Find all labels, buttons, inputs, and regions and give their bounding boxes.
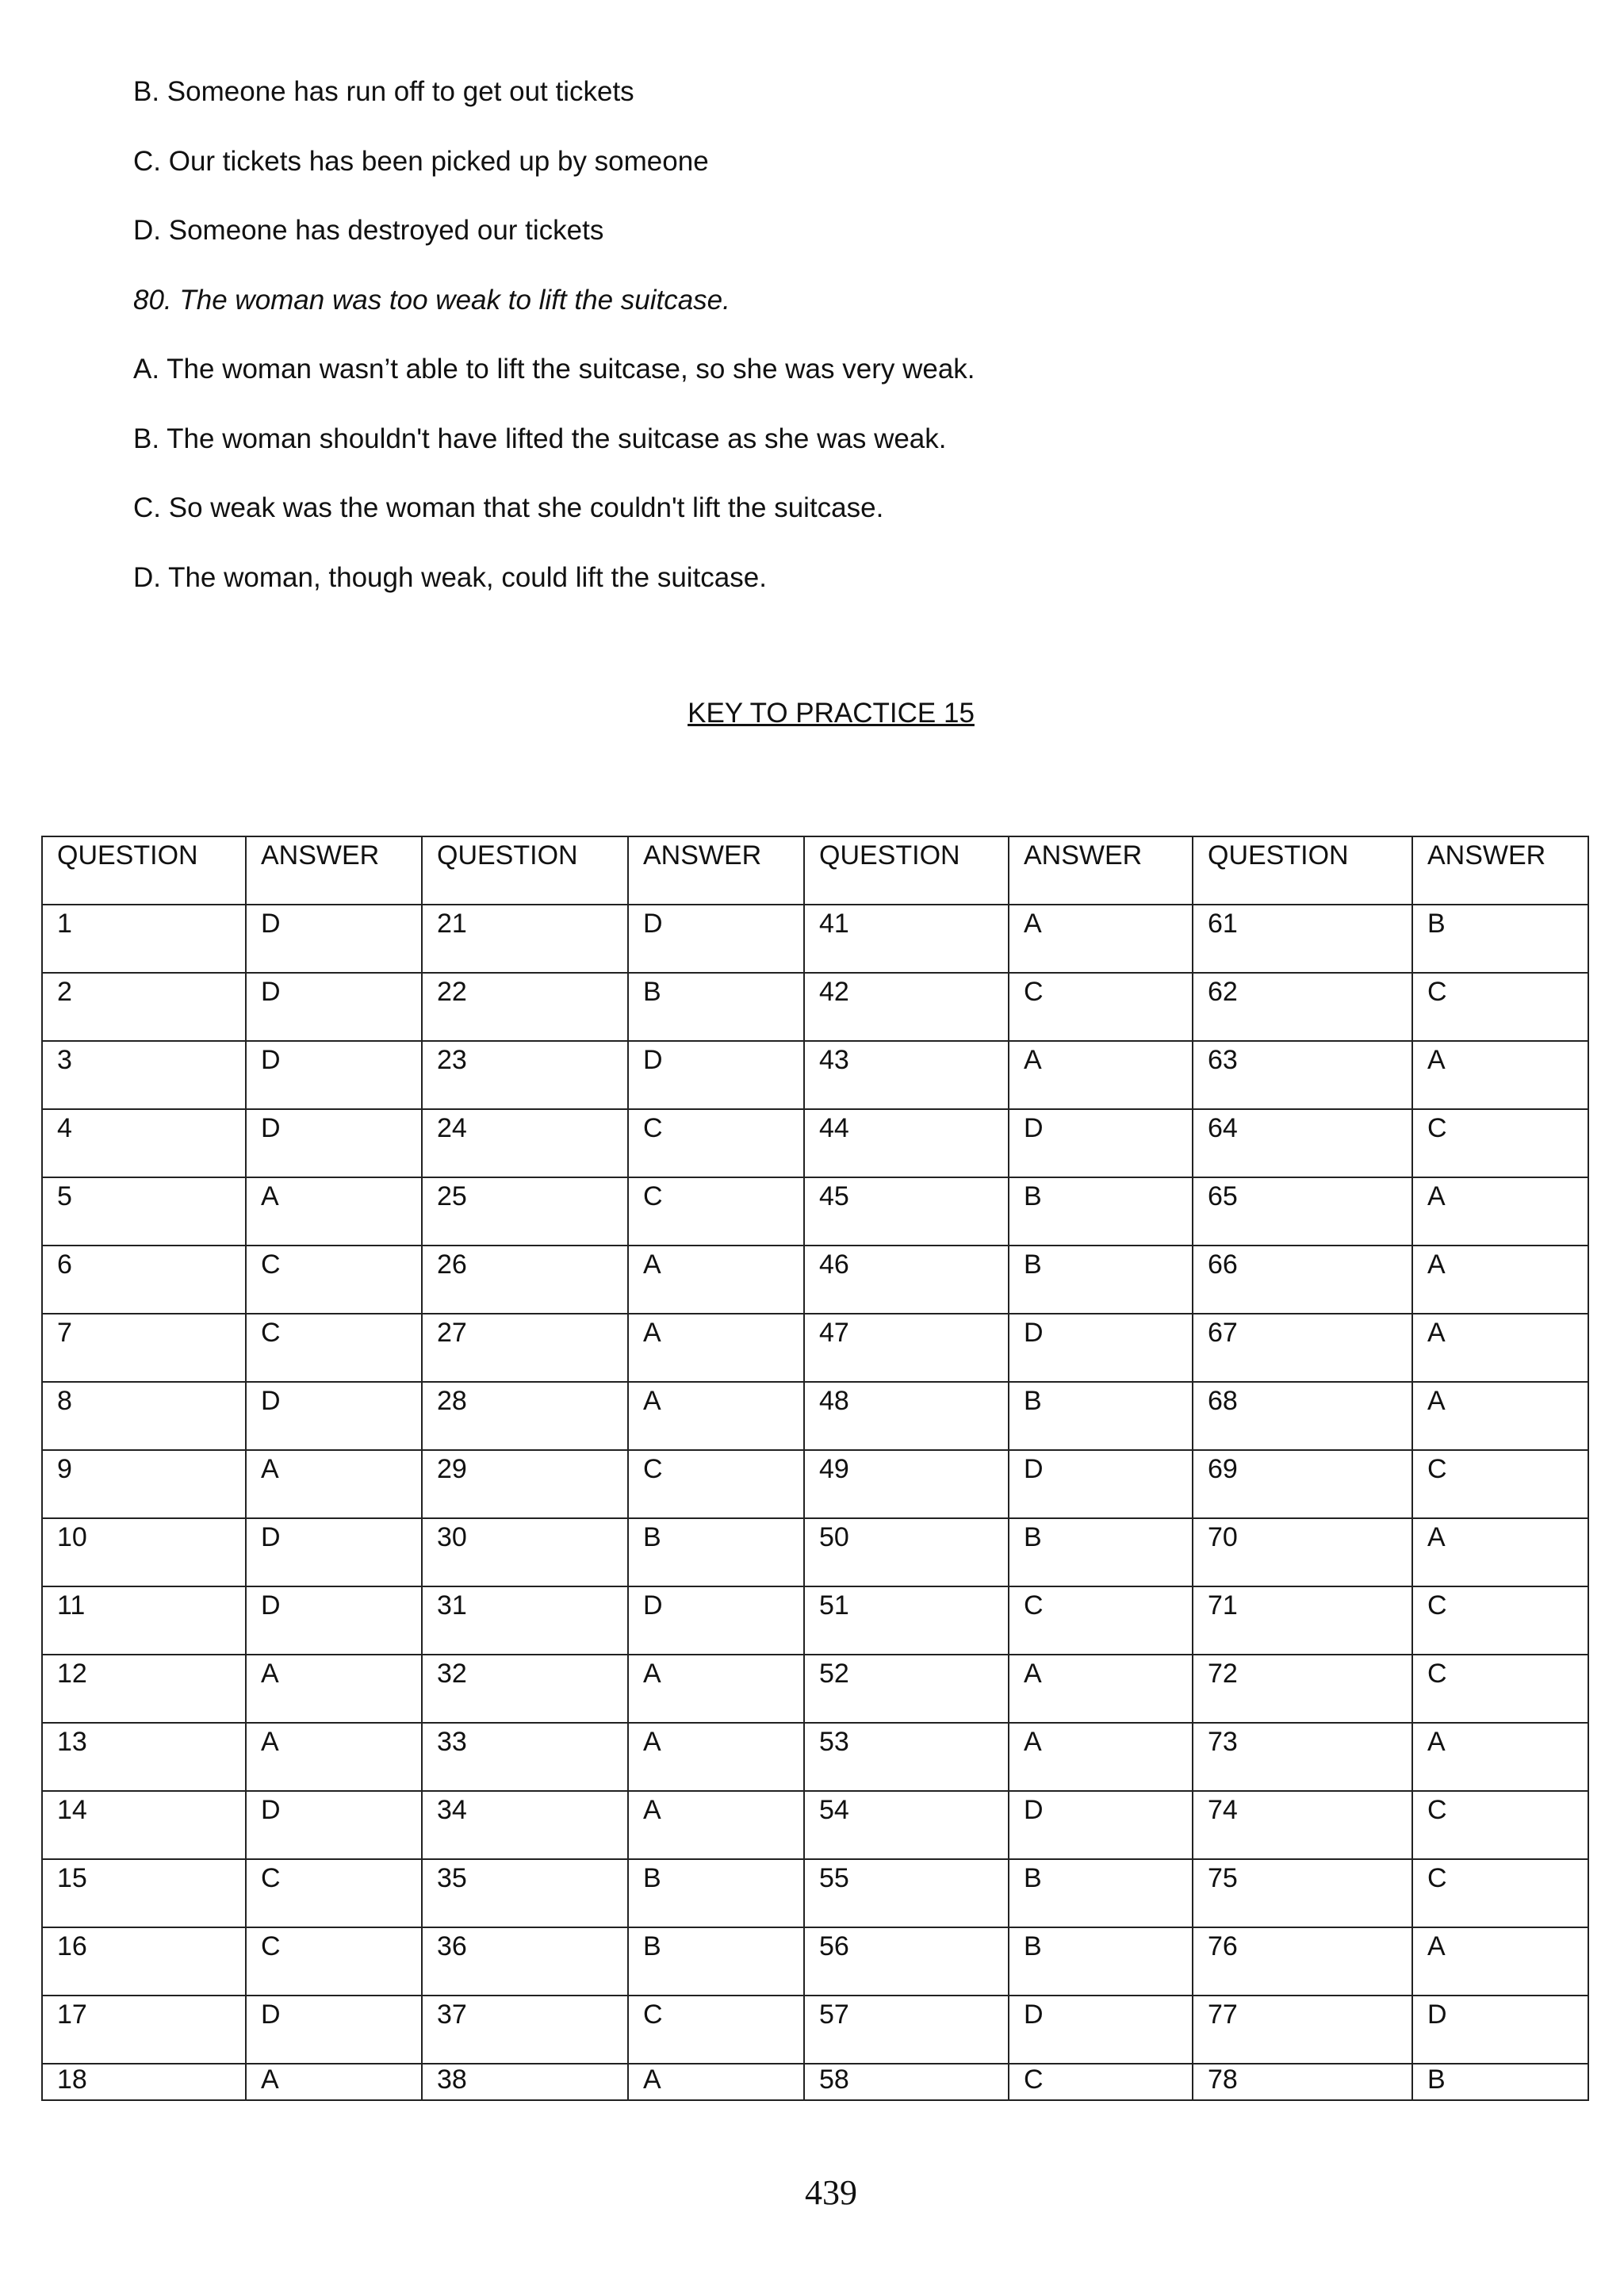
answer-cell: A: [246, 1723, 422, 1791]
answer-cell: A: [246, 1177, 422, 1246]
answer-cell: A: [1412, 1246, 1588, 1314]
table-row: [42, 1791, 1588, 1859]
answer-cell: C: [1412, 1655, 1588, 1723]
answer-cell: A: [628, 1246, 804, 1314]
answer-cell: D: [1009, 1109, 1193, 1177]
table-row: [42, 905, 1588, 973]
answer-cell: D: [1009, 1314, 1193, 1382]
answer-cell: C: [246, 1246, 422, 1314]
question-number-cell: 11: [42, 1586, 246, 1655]
header-cell: QUESTION: [422, 836, 628, 905]
question-number-cell: 62: [1193, 973, 1412, 1041]
option-line: A. The woman wasn’t able to lift the suitcase, so she was very weak.: [133, 354, 975, 385]
question-number-cell: 71: [1193, 1586, 1412, 1655]
question-number-cell: 56: [804, 1927, 1009, 1996]
table-row: [42, 1314, 1588, 1382]
answer-cell: C: [246, 1314, 422, 1382]
answer-cell: D: [246, 1382, 422, 1450]
answer-cell: D: [628, 1586, 804, 1655]
answer-cell: A: [246, 1655, 422, 1723]
question-number-cell: 34: [422, 1791, 628, 1859]
question-number-cell: 52: [804, 1655, 1009, 1723]
question-number-cell: 14: [42, 1791, 246, 1859]
answer-cell: A: [628, 1314, 804, 1382]
key-title: KEY TO PRACTICE 15: [688, 698, 975, 729]
question-number-cell: 45: [804, 1177, 1009, 1246]
question-number-cell: 4: [42, 1109, 246, 1177]
answer-key-table: [41, 836, 1589, 2101]
answer-cell: A: [628, 1791, 804, 1859]
table-row: [42, 1996, 1588, 2064]
answer-cell: C: [1412, 1109, 1588, 1177]
question-number-cell: 15: [42, 1859, 246, 1927]
question-number-cell: 13: [42, 1723, 246, 1791]
question-number-cell: 58: [804, 2064, 1009, 2100]
header-cell: ANSWER: [628, 836, 804, 905]
answer-cell: D: [246, 973, 422, 1041]
answer-cell: A: [1412, 1723, 1588, 1791]
table-row: [42, 1041, 1588, 1109]
answer-cell: B: [1009, 1927, 1193, 1996]
answer-cell: A: [628, 2064, 804, 2100]
question-number-cell: 47: [804, 1314, 1009, 1382]
question-number-cell: 48: [804, 1382, 1009, 1450]
question-number-cell: 74: [1193, 1791, 1412, 1859]
answer-cell: B: [628, 1927, 804, 1996]
answer-cell: A: [1412, 1177, 1588, 1246]
answer-cell: B: [1009, 1246, 1193, 1314]
question-number-cell: 64: [1193, 1109, 1412, 1177]
question-number-cell: 76: [1193, 1927, 1412, 1996]
table-row: [42, 973, 1588, 1041]
question-number-cell: 12: [42, 1655, 246, 1723]
answer-cell: D: [246, 1791, 422, 1859]
answer-cell: C: [1009, 973, 1193, 1041]
question-number-cell: 55: [804, 1859, 1009, 1927]
option-line: C. Our tickets has been picked up by someone: [133, 146, 709, 177]
answer-cell: A: [1009, 1041, 1193, 1109]
question-number-cell: 44: [804, 1109, 1009, 1177]
question-number-cell: 26: [422, 1246, 628, 1314]
answer-cell: A: [1412, 1382, 1588, 1450]
question-number-cell: 24: [422, 1109, 628, 1177]
table-row: [42, 1450, 1588, 1518]
answer-cell: A: [628, 1382, 804, 1450]
header-cell: ANSWER: [1009, 836, 1193, 905]
answer-cell: B: [628, 1518, 804, 1586]
table-row: [42, 1177, 1588, 1246]
table-row: [42, 1655, 1588, 1723]
table-body: [42, 905, 1588, 2100]
question-number-cell: 42: [804, 973, 1009, 1041]
question-number-cell: 5: [42, 1177, 246, 1246]
answer-cell: C: [628, 1177, 804, 1246]
answer-cell: A: [1009, 1723, 1193, 1791]
option-line: D. Someone has destroyed our tickets: [133, 215, 604, 246]
question-number-cell: 57: [804, 1996, 1009, 2064]
question-number-cell: 31: [422, 1586, 628, 1655]
table-row: [42, 1109, 1588, 1177]
answer-cell: B: [1009, 1859, 1193, 1927]
answer-cell: B: [1009, 1518, 1193, 1586]
answer-cell: D: [246, 905, 422, 973]
question-number-cell: 43: [804, 1041, 1009, 1109]
question-number-cell: 75: [1193, 1859, 1412, 1927]
question-number-cell: 21: [422, 905, 628, 973]
header-row: [42, 836, 1588, 905]
answer-cell: B: [1412, 905, 1588, 973]
table-row: [42, 1518, 1588, 1586]
question-number-cell: 73: [1193, 1723, 1412, 1791]
answer-cell: B: [628, 973, 804, 1041]
option-line: C. So weak was the woman that she couldn't lift the suitcase.: [133, 492, 884, 523]
answer-cell: C: [246, 1927, 422, 1996]
answer-cell: C: [1412, 1859, 1588, 1927]
table-row: [42, 2064, 1588, 2100]
answer-cell: A: [1009, 1655, 1193, 1723]
question-number-cell: 66: [1193, 1246, 1412, 1314]
question-number-cell: 32: [422, 1655, 628, 1723]
answer-cell: C: [1412, 1450, 1588, 1518]
question-number-cell: 35: [422, 1859, 628, 1927]
option-line: B. Someone has run off to get out tickets: [133, 76, 634, 107]
answer-cell: B: [1412, 2064, 1588, 2100]
answer-cell: C: [1412, 973, 1588, 1041]
answer-cell: C: [628, 1996, 804, 2064]
answer-cell: D: [1009, 1450, 1193, 1518]
question-number-cell: 68: [1193, 1382, 1412, 1450]
question-number-cell: 37: [422, 1996, 628, 2064]
question-number-cell: 49: [804, 1450, 1009, 1518]
answer-cell: A: [1412, 1518, 1588, 1586]
answer-cell: D: [628, 1041, 804, 1109]
question-number-cell: 22: [422, 973, 628, 1041]
question-number-cell: 16: [42, 1927, 246, 1996]
question-number-cell: 2: [42, 973, 246, 1041]
answer-cell: C: [1412, 1586, 1588, 1655]
answer-cell: A: [1412, 1314, 1588, 1382]
question-number-cell: 17: [42, 1996, 246, 2064]
option-line: B. The woman shouldn't have lifted the suitcase as she was weak.: [133, 423, 947, 454]
answer-cell: A: [628, 1655, 804, 1723]
answer-cell: C: [1009, 1586, 1193, 1655]
header-cell: ANSWER: [1412, 836, 1588, 905]
answer-cell: A: [246, 2064, 422, 2100]
question-number-cell: 46: [804, 1246, 1009, 1314]
question-number-cell: 29: [422, 1450, 628, 1518]
question-number-cell: 53: [804, 1723, 1009, 1791]
header-cell: ANSWER: [246, 836, 422, 905]
question-number-cell: 54: [804, 1791, 1009, 1859]
page-number: 439: [805, 2173, 857, 2212]
question-number-cell: 1: [42, 905, 246, 973]
answer-cell: B: [628, 1859, 804, 1927]
question-number-cell: 67: [1193, 1314, 1412, 1382]
question-number-cell: 72: [1193, 1655, 1412, 1723]
table-row: [42, 1927, 1588, 1996]
answer-cell: D: [246, 1586, 422, 1655]
question-number-cell: 9: [42, 1450, 246, 1518]
question-number-cell: 28: [422, 1382, 628, 1450]
answer-cell: A: [1412, 1927, 1588, 1996]
table-row: [42, 1382, 1588, 1450]
answer-cell: D: [246, 1109, 422, 1177]
answer-cell: C: [1009, 2064, 1193, 2100]
header-cell: QUESTION: [42, 836, 246, 905]
question-number-cell: 78: [1193, 2064, 1412, 2100]
question-number-cell: 6: [42, 1246, 246, 1314]
question-number-cell: 77: [1193, 1996, 1412, 2064]
table-row: [42, 1859, 1588, 1927]
question-stem: 80. The woman was too weak to lift the suitcase.: [133, 285, 730, 316]
question-number-cell: 30: [422, 1518, 628, 1586]
answer-cell: D: [246, 1996, 422, 2064]
answer-cell: D: [1009, 1996, 1193, 2064]
question-number-cell: 8: [42, 1382, 246, 1450]
question-number-cell: 10: [42, 1518, 246, 1586]
answer-cell: D: [246, 1041, 422, 1109]
answer-cell: A: [1009, 905, 1193, 973]
question-number-cell: 61: [1193, 905, 1412, 973]
question-number-cell: 51: [804, 1586, 1009, 1655]
question-number-cell: 65: [1193, 1177, 1412, 1246]
option-line: D. The woman, though weak, could lift the suitcase.: [133, 562, 767, 593]
header-cell: QUESTION: [1193, 836, 1412, 905]
question-number-cell: 18: [42, 2064, 246, 2100]
table-row: [42, 1723, 1588, 1791]
answer-cell: D: [1412, 1996, 1588, 2064]
question-number-cell: 33: [422, 1723, 628, 1791]
question-number-cell: 23: [422, 1041, 628, 1109]
answer-cell: C: [246, 1859, 422, 1927]
question-number-cell: 50: [804, 1518, 1009, 1586]
answer-cell: A: [1412, 1041, 1588, 1109]
question-number-cell: 3: [42, 1041, 246, 1109]
answer-cell: D: [628, 905, 804, 973]
question-number-cell: 63: [1193, 1041, 1412, 1109]
answer-cell: B: [1009, 1177, 1193, 1246]
question-number-cell: 7: [42, 1314, 246, 1382]
question-number-cell: 70: [1193, 1518, 1412, 1586]
answer-cell: B: [1009, 1382, 1193, 1450]
answer-cell: A: [246, 1450, 422, 1518]
answer-cell: C: [628, 1450, 804, 1518]
header-cell: QUESTION: [804, 836, 1009, 905]
table-row: [42, 1586, 1588, 1655]
table-row: [42, 1246, 1588, 1314]
answer-cell: D: [246, 1518, 422, 1586]
question-number-cell: 36: [422, 1927, 628, 1996]
question-number-cell: 41: [804, 905, 1009, 973]
question-number-cell: 69: [1193, 1450, 1412, 1518]
question-number-cell: 38: [422, 2064, 628, 2100]
answer-cell: A: [628, 1723, 804, 1791]
answer-cell: C: [628, 1109, 804, 1177]
question-number-cell: 27: [422, 1314, 628, 1382]
question-number-cell: 25: [422, 1177, 628, 1246]
answer-cell: C: [1412, 1791, 1588, 1859]
answer-cell: D: [1009, 1791, 1193, 1859]
